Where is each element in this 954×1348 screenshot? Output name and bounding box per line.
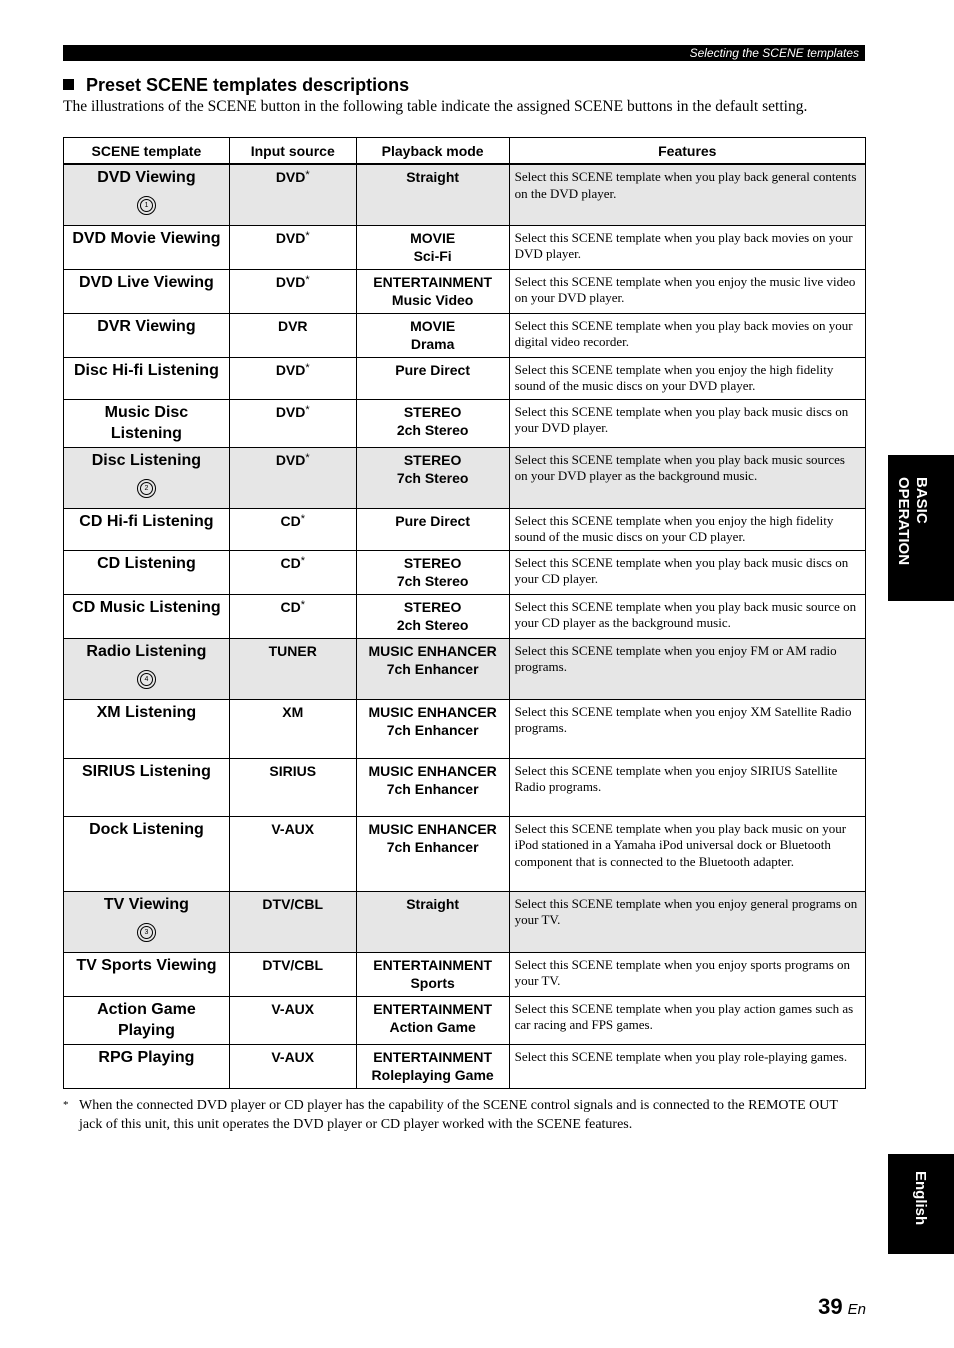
cell-scene-template (64, 758, 230, 816)
cell-input-source (229, 357, 356, 399)
cell-features: Select this SCENE template when you play back music sources on your DVD player as the background music. (509, 447, 865, 508)
playback-mode-category: ENTERTAINMENT (373, 1048, 492, 1065)
cell-input-source (229, 996, 356, 1044)
cell-scene-template (64, 508, 230, 550)
scene-button-icon (137, 479, 156, 498)
cell-features: Select this SCENE template when you enjoy the high fidelity sound of the music discs on your CD player. (509, 508, 865, 550)
playback-mode-category: Straight (406, 895, 460, 912)
section-title (63, 74, 409, 96)
cell-scene-template (64, 1044, 230, 1088)
playback-mode-program: 7ch Enhancer (386, 722, 479, 738)
playback-mode-program: 2ch Stereo (396, 422, 469, 438)
table-row (64, 164, 866, 225)
scene-template-name: TV Viewing (103, 895, 189, 913)
cell-features: Select this SCENE template when you play back music discs on your CD player. (509, 550, 865, 594)
footnote-reference: * (305, 361, 310, 374)
table-row (64, 508, 866, 550)
scene-button-icon (137, 196, 156, 215)
footnote-reference: * (300, 512, 305, 525)
playback-mode-category: STEREO (403, 451, 462, 468)
footnote-reference: * (305, 273, 310, 286)
scene-template-name: Action Game Playing (97, 1000, 196, 1039)
footnote-reference: * (300, 554, 305, 567)
section-title-text: Preset SCENE templates descriptions (86, 75, 410, 95)
input-source-name: DVR (277, 317, 308, 334)
cell-features: Select this SCENE template when you enjoy general programs on your TV. (509, 891, 865, 952)
cell-scene-template (64, 816, 230, 891)
playback-mode-program: Drama (410, 336, 455, 352)
side-tab-language (888, 1154, 954, 1254)
playback-mode-category: ENTERTAINMENT (373, 956, 492, 973)
scene-button-number: 3 (140, 926, 153, 939)
table-row (64, 269, 866, 313)
page-number (818, 1294, 866, 1320)
cell-input-source (229, 508, 356, 550)
cell-scene-template (64, 357, 230, 399)
cell-scene-template (64, 594, 230, 638)
square-bullet-icon (63, 79, 74, 90)
table-row (64, 399, 866, 447)
cell-playback-mode (356, 816, 509, 891)
input-source-name: CD (280, 512, 301, 529)
playback-mode-program: 7ch Enhancer (386, 781, 479, 797)
scene-button-number: 4 (140, 673, 153, 686)
scene-template-name: XM Listening (96, 703, 197, 721)
input-source-name: DVD (275, 273, 306, 290)
cell-scene-template (64, 638, 230, 699)
scene-template-name: DVD Viewing (97, 169, 196, 186)
cell-playback-mode (356, 399, 509, 447)
cell-scene-template (64, 399, 230, 447)
page-number-value: 39 (818, 1294, 843, 1319)
playback-mode-program: 7ch Enhancer (386, 839, 479, 855)
scene-template-name: CD Hi-fi Listening (79, 512, 214, 530)
table-row (64, 357, 866, 399)
cell-input-source (229, 164, 356, 225)
footnote-reference: * (305, 229, 310, 242)
table-row (64, 225, 866, 269)
input-source-name: V-AUX (271, 1000, 315, 1017)
playback-mode-category: MUSIC ENHANCER (368, 642, 497, 659)
cell-features: Select this SCENE template when you play back music discs on your DVD player. (509, 399, 865, 447)
cell-features: Select this SCENE template when you play back movies on your digital video recorder. (509, 313, 865, 357)
cell-features: Select this SCENE template when you enjoy XM Satellite Radio programs. (509, 699, 865, 758)
input-source-name: DVD (275, 361, 306, 378)
cell-features: Select this SCENE template when you play action games such as car racing and FPS games. (509, 996, 865, 1044)
cell-scene-template (64, 550, 230, 594)
cell-input-source (229, 447, 356, 508)
playback-mode-category: ENTERTAINMENT (373, 273, 492, 290)
running-header (63, 45, 865, 61)
cell-scene-template (64, 447, 230, 508)
cell-input-source (229, 891, 356, 952)
cell-scene-template (64, 952, 230, 996)
playback-mode-program: Sports (410, 975, 455, 991)
playback-mode-category: STEREO (403, 554, 462, 571)
cell-features: Select this SCENE template when you enjoy FM or AM radio programs. (509, 638, 865, 699)
cell-playback-mode (356, 225, 509, 269)
cell-playback-mode (356, 550, 509, 594)
scene-template-name: Music Disc Listening (104, 403, 189, 442)
cell-scene-template (64, 996, 230, 1044)
playback-mode-program: Sci-Fi (413, 248, 452, 264)
input-source-name: DVD (275, 403, 306, 420)
playback-mode-program: 7ch Enhancer (386, 661, 479, 677)
cell-scene-template (64, 313, 230, 357)
cell-playback-mode (356, 699, 509, 758)
scene-button-number: 2 (140, 482, 153, 495)
playback-mode-category: Straight (406, 169, 460, 185)
table-row (64, 952, 866, 996)
cell-scene-template (64, 225, 230, 269)
side-tab-basic-operation (888, 455, 954, 601)
cell-features: Select this SCENE template when you play role-playing games. (509, 1044, 865, 1088)
input-source-name: V-AUX (271, 820, 315, 837)
table-body (64, 164, 866, 1088)
cell-playback-mode (356, 758, 509, 816)
scene-template-name: Radio Listening (86, 642, 207, 660)
table-row (64, 594, 866, 638)
cell-playback-mode (356, 594, 509, 638)
footnote-mark: * (63, 1099, 69, 1111)
scene-template-name: DVR Viewing (97, 317, 196, 335)
column-header-template: SCENE template (64, 138, 230, 165)
cell-features: Select this SCENE template when you enjoy SIRIUS Satellite Radio programs. (509, 758, 865, 816)
column-header-features: Features (509, 138, 865, 165)
table-row (64, 996, 866, 1044)
cell-playback-mode (356, 891, 509, 952)
footnote (63, 1096, 863, 1134)
cell-playback-mode (356, 1044, 509, 1088)
cell-playback-mode (356, 313, 509, 357)
playback-mode-program: 2ch Stereo (396, 617, 469, 633)
cell-features: Select this SCENE template when you play back music source on your CD player as the background music. (509, 594, 865, 638)
cell-features: Select this SCENE template when you enjoy the high fidelity sound of the music discs on your DVD player. (509, 357, 865, 399)
cell-features: Select this SCENE template when you play back music on your iPod stationed in a Yamaha iPod universal dock or Bluetooth component that is connected to the Bluetooth adapter. (509, 816, 865, 891)
cell-input-source (229, 1044, 356, 1088)
playback-mode-category: MOVIE (410, 317, 456, 334)
scene-template-name: TV Sports Viewing (76, 956, 217, 974)
table-row (64, 758, 866, 816)
cell-scene-template (64, 699, 230, 758)
footnote-reference: * (305, 169, 310, 181)
cell-scene-template (64, 269, 230, 313)
playback-mode-program: Action Game (389, 1019, 476, 1035)
scene-template-name: Disc Hi-fi Listening (73, 361, 219, 379)
footnote-reference: * (305, 451, 310, 464)
side-tab-language-label: English (912, 1171, 929, 1226)
cell-playback-mode (356, 508, 509, 550)
scene-template-name: CD Music Listening (72, 598, 221, 616)
scene-template-name: Disc Listening (91, 451, 202, 469)
scene-template-name: RPG Playing (98, 1048, 195, 1066)
cell-playback-mode (356, 638, 509, 699)
cell-scene-template (64, 891, 230, 952)
scene-template-name: CD Listening (97, 554, 196, 572)
playback-mode-category: MUSIC ENHANCER (368, 820, 497, 837)
cell-input-source (229, 699, 356, 758)
cell-features: Select this SCENE template when you enjoy the music live video on your DVD player. (509, 269, 865, 313)
cell-input-source (229, 758, 356, 816)
cell-scene-template (64, 164, 230, 225)
cell-playback-mode (356, 996, 509, 1044)
cell-playback-mode (356, 357, 509, 399)
input-source-name: DVD (275, 451, 306, 468)
cell-input-source (229, 594, 356, 638)
playback-mode-category: MOVIE (410, 229, 456, 246)
cell-input-source (229, 399, 356, 447)
table-row (64, 447, 866, 508)
cell-input-source (229, 269, 356, 313)
column-header-source: Input source (229, 138, 356, 165)
cell-input-source (229, 550, 356, 594)
cell-playback-mode (356, 447, 509, 508)
cell-playback-mode (356, 164, 509, 225)
cell-input-source (229, 638, 356, 699)
cell-features: Select this SCENE template when you play back movies on your DVD player. (509, 225, 865, 269)
page-language-suffix: En (847, 1301, 866, 1318)
footnote-text: When the connected DVD player or CD player has the capability of the SCENE control signals and is connected to the REMOTE OUT jack of this unit, this unit operates the DVD player or CD player worked with the SCENE features. (79, 1098, 838, 1132)
cell-playback-mode (356, 269, 509, 313)
playback-mode-category: ENTERTAINMENT (373, 1000, 492, 1017)
column-header-mode: Playback mode (356, 138, 509, 165)
scene-template-name: DVD Live Viewing (78, 273, 214, 291)
running-header-title: Selecting the SCENE templates (689, 46, 859, 60)
side-tab-basic-operation-label: BASIC OPERATION (895, 477, 930, 566)
cell-input-source (229, 225, 356, 269)
table-row (64, 816, 866, 891)
playback-mode-program: 7ch Stereo (396, 573, 469, 589)
playback-mode-category: Pure Direct (395, 361, 470, 378)
input-source-name: CD (280, 554, 301, 571)
playback-mode-category: MUSIC ENHANCER (368, 703, 497, 720)
scene-button-icon (137, 923, 156, 942)
playback-mode-program: 7ch Stereo (396, 470, 469, 486)
table-row (64, 699, 866, 758)
table-row (64, 550, 866, 594)
input-source-name: V-AUX (271, 1048, 315, 1065)
intro-paragraph: The illustrations of the SCENE button in the following table indicate the assigned SCENE buttons in the default setting. (63, 98, 808, 115)
input-source-name: DVD (275, 169, 306, 185)
input-source-name: DTV/CBL (262, 895, 324, 912)
scene-button-icon (137, 670, 156, 689)
cell-playback-mode (356, 952, 509, 996)
scene-template-name: Dock Listening (89, 820, 204, 838)
cell-input-source (229, 952, 356, 996)
cell-input-source (229, 816, 356, 891)
playback-mode-category: STEREO (403, 403, 462, 420)
input-source-name: TUNER (268, 642, 317, 659)
table-row (64, 891, 866, 952)
table-header-row (64, 138, 866, 165)
cell-features: Select this SCENE template when you play back general contents on the DVD player. (509, 164, 865, 225)
table-row (64, 638, 866, 699)
playback-mode-category: Pure Direct (395, 512, 470, 529)
input-source-name: XM (282, 703, 304, 720)
footnote-reference: * (305, 403, 310, 416)
table-row (64, 1044, 866, 1088)
playback-mode-category: MUSIC ENHANCER (368, 762, 497, 779)
playback-mode-program: Roleplaying Game (371, 1067, 494, 1083)
scene-template-name: SIRIUS Listening (81, 762, 211, 780)
cell-input-source (229, 313, 356, 357)
cell-features: Select this SCENE template when you enjoy sports programs on your TV. (509, 952, 865, 996)
playback-mode-program: Music Video (391, 292, 474, 308)
input-source-name: DTV/CBL (262, 956, 324, 973)
playback-mode-category: STEREO (403, 598, 462, 615)
table-row (64, 313, 866, 357)
input-source-name: CD (280, 598, 301, 615)
scene-template-name: DVD Movie Viewing (72, 229, 221, 247)
scene-button-number: 1 (140, 199, 153, 212)
footnote-reference: * (300, 598, 305, 611)
input-source-name: DVD (275, 229, 306, 246)
scene-templates-table (63, 137, 866, 1089)
input-source-name: SIRIUS (269, 762, 317, 779)
